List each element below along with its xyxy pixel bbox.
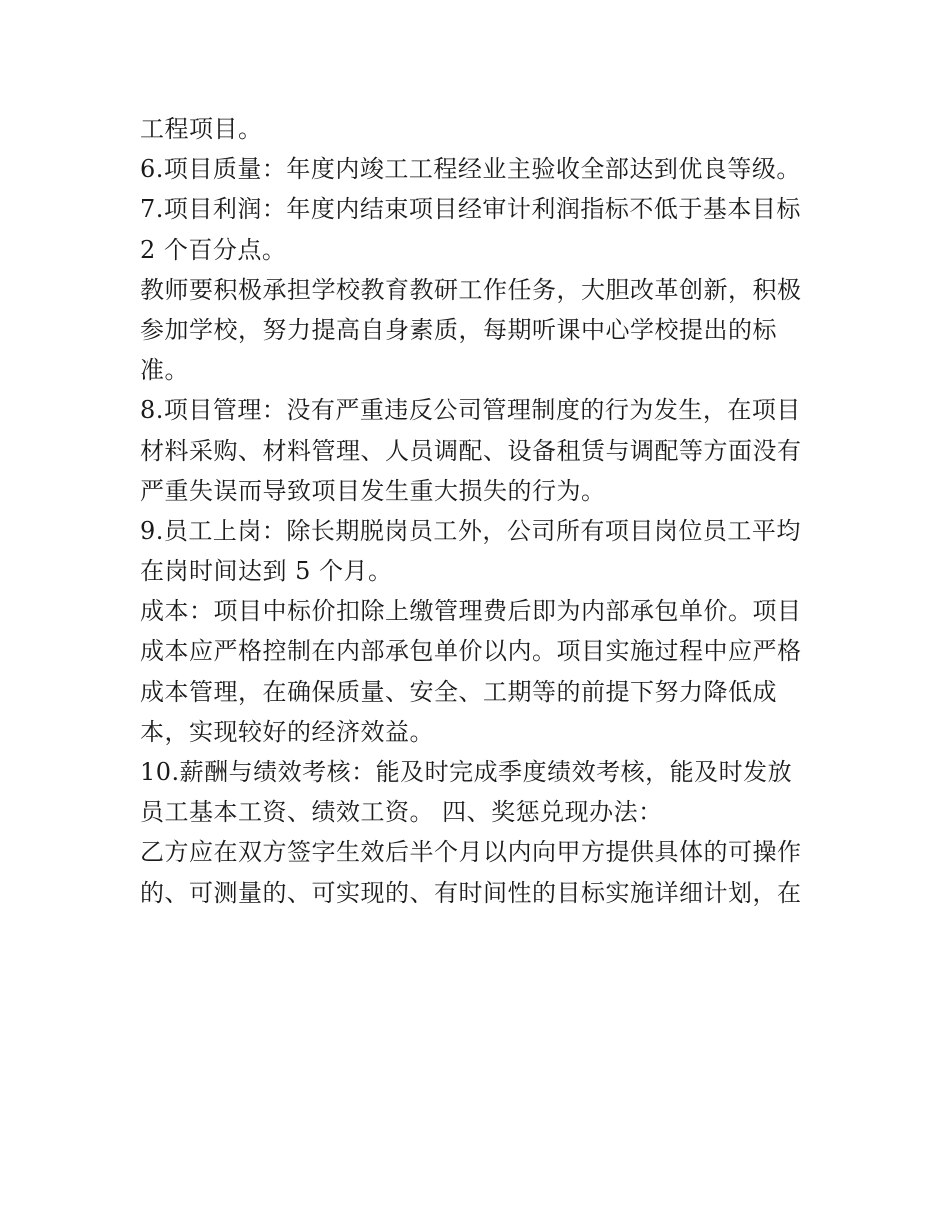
text-line: 本，实现较好的经济效益。 xyxy=(140,717,434,746)
text-line: 成本管理，在确保质量、安全、工期等的前提下努力降低成 xyxy=(140,677,777,706)
text-line: 7.项目利润：年度内结束项目经审计利润指标不低于基本目标 xyxy=(140,195,801,224)
text-line: 参加学校，努力提高自身素质，每期听课中心学校提出的标 xyxy=(140,315,777,344)
text-line: 成本：项目中标价扣除上缴管理费后即为内部承包单价。项目 xyxy=(140,597,802,626)
text-line: 严重失误而导致项目发生重大损失的行为。 xyxy=(140,476,606,505)
text-line: 8.项目管理：没有严重违反公司管理制度的行为发生，在项目 xyxy=(140,396,801,425)
text-line: 乙方应在双方签字生效后半个月以内向甲方提供具体的可操作 xyxy=(140,838,802,867)
text-line: 教师要积极承担学校教育教研工作任务，大胆改革创新，积极 xyxy=(140,275,802,304)
text-line: 工程项目。 xyxy=(140,115,263,143)
text-line: 9.员工上岗：除长期脱岗员工外，公司所有项目岗位员工平均 xyxy=(140,516,801,545)
text-line: 在岗时间达到 5 个月。 xyxy=(140,557,393,586)
text-line: 材料采购、材料管理、人员调配、设备租赁与调配等方面没有 xyxy=(140,436,802,465)
text-line: 的、可测量的、可实现的、有时间性的目标实施详细计划，在 xyxy=(140,878,802,907)
text-line: 员工基本工资、绩效工资。 四、奖惩兑现办法： xyxy=(140,798,663,827)
text-line: 成本应严格控制在内部承包单价以内。项目实施过程中应严格 xyxy=(140,637,802,666)
text-line: 2 个百分点。 xyxy=(140,235,287,264)
document-body xyxy=(140,109,820,913)
text-line: 准。 xyxy=(140,356,189,385)
text-line: 10.薪酬与绩效考核：能及时完成季度绩效考核，能及时发放 xyxy=(140,758,793,786)
text-line: 6.项目质量：年度内竣工工程经业主验收全部达到优良等级。 xyxy=(140,155,801,184)
